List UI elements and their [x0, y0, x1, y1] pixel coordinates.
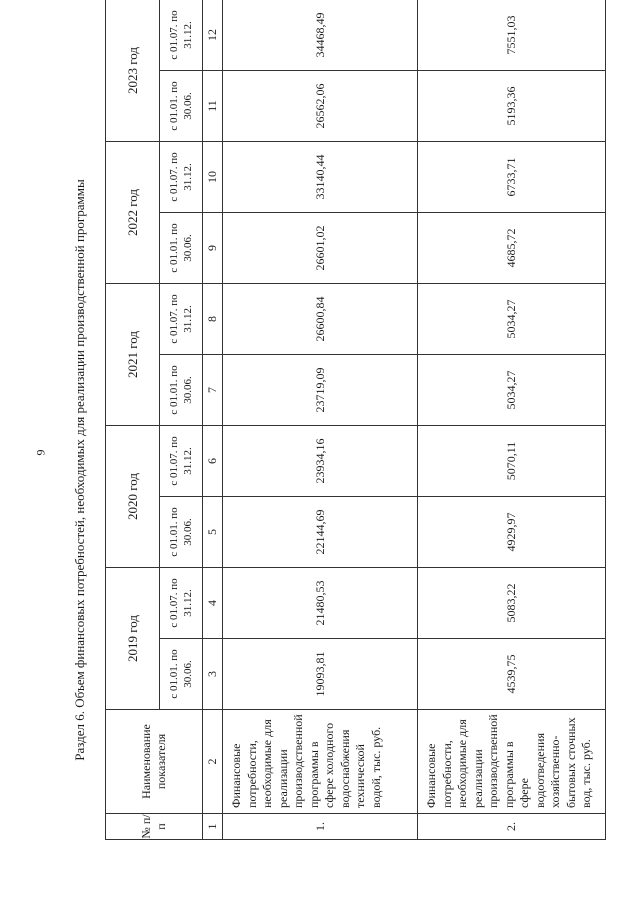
col-number: 3: [203, 639, 223, 710]
table-row: [223, 0, 418, 840]
col-number: 7: [203, 355, 223, 426]
period-h2: с 01.07. по 31.12.: [160, 426, 203, 497]
period-h2: с 01.07. по 31.12.: [160, 568, 203, 639]
table-cell: 26601,02: [223, 213, 418, 284]
period-h1: с 01.01. по 30.06.: [160, 213, 203, 284]
table-cell: 26562,06: [223, 71, 418, 142]
col-no-header: № п/п: [106, 814, 203, 840]
table-cell: 5193,36: [418, 71, 606, 142]
table-cell: 5034,27: [418, 284, 606, 355]
table-cell: 5034,27: [418, 355, 606, 426]
col-number: 4: [203, 568, 223, 639]
table-cell: 21480,53: [223, 568, 418, 639]
col-number: 11: [203, 71, 223, 142]
year-header-2021: 2021 год: [106, 284, 160, 426]
table-cell: 7551,03: [418, 0, 606, 71]
table-cell: 4929,97: [418, 497, 606, 568]
period-h2: с 01.07. по 31.12.: [160, 0, 203, 71]
table-cell: 23719,09: [223, 355, 418, 426]
header-years-row: [106, 0, 160, 840]
col-number: 9: [203, 213, 223, 284]
year-header-2022: 2022 год: [106, 142, 160, 284]
row-number: 2.: [418, 814, 606, 840]
col-number: 12: [203, 0, 223, 71]
page-number: 9: [33, 449, 48, 456]
period-h2: с 01.07. по 31.12.: [160, 142, 203, 213]
table-cell: 26600,84: [223, 284, 418, 355]
col-number: 2: [203, 710, 223, 814]
period-h1: с 01.01. по 30.06.: [160, 497, 203, 568]
col-number: 1: [203, 814, 223, 840]
year-header-2023: 2023 год: [106, 0, 160, 142]
row-indicator-name: Финансовые потребности, необходимые для реализации производственной программы в сфере водоотведения хозяйственно-бытовых сточных вод, тыс. руб.: [418, 710, 606, 814]
row-number: 1.: [223, 814, 418, 840]
table-cell: 34468,49: [223, 0, 418, 71]
year-header-2020: 2020 год: [106, 426, 160, 568]
table-cell: 22144,69: [223, 497, 418, 568]
year-header-2019: 2019 год: [106, 568, 160, 710]
row-indicator-name: Финансовые потребности, необходимые для реализации производственной программы в сфере холодного водоснабжения технической водой, тыс. руб.: [223, 710, 418, 814]
column-numbers-row: [203, 0, 223, 840]
table-cell: 33140,44: [223, 142, 418, 213]
col-number: 8: [203, 284, 223, 355]
col-number: 10: [203, 142, 223, 213]
table-cell: 5070,11: [418, 426, 606, 497]
period-h1: с 01.01. по 30.06.: [160, 639, 203, 710]
table-cell: 19093,81: [223, 639, 418, 710]
period-h1: с 01.01. по 30.06.: [160, 355, 203, 426]
section-title: Раздел 6. Объем финансовых потребностей, необходимых для реализации производственной программы: [72, 179, 87, 761]
table-cell: 6733,71: [418, 142, 606, 213]
period-h2: с 01.07. по 31.12.: [160, 284, 203, 355]
table-row: [418, 0, 606, 840]
col-name-header: Наименование показателя: [106, 710, 203, 814]
period-h1: с 01.01. по 30.06.: [160, 71, 203, 142]
table-cell: 5083,22: [418, 568, 606, 639]
table-container: [105, 0, 593, 839]
table-cell: 4685,72: [418, 213, 606, 284]
col-number: 5: [203, 497, 223, 568]
col-number: 6: [203, 426, 223, 497]
table-cell: 4539,75: [418, 639, 606, 710]
financial-needs-table: [105, 0, 606, 840]
table-cell: 23934,16: [223, 426, 418, 497]
